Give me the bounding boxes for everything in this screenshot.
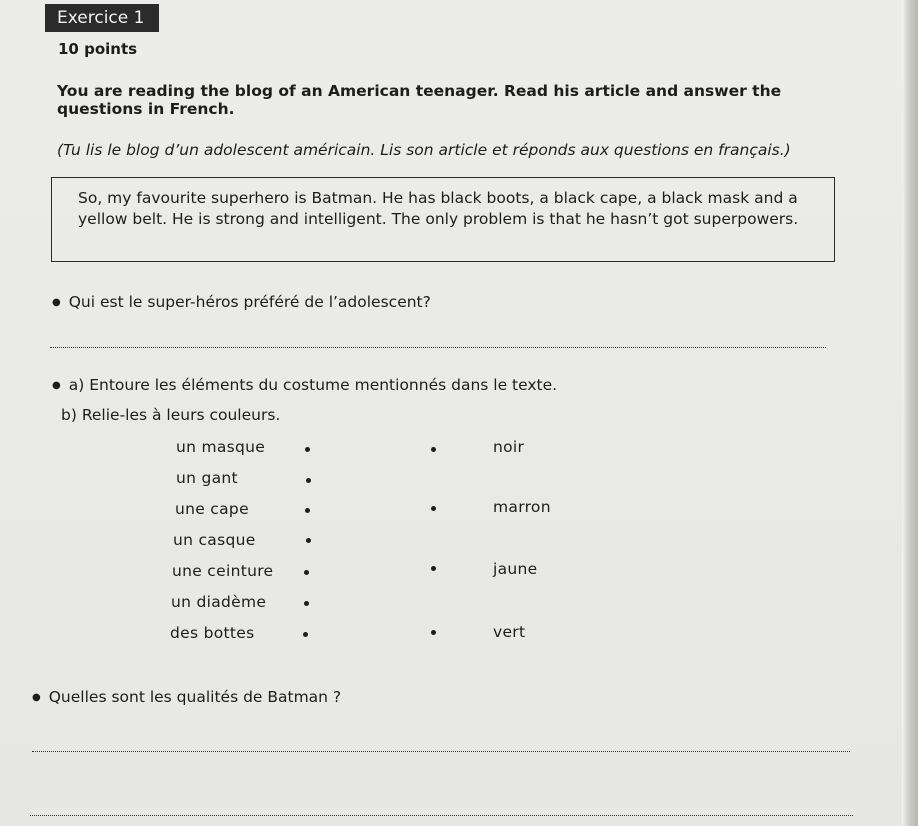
blog-text-box: So, my favourite superhero is Batman. He has black boots, a black cape, a black mask and a yellow belt. He is strong and intelligent. The only problem is that he hasn’t got superpowers.	[51, 177, 835, 262]
question-batman-qualities: ● Quelles sont les qualités de Batman ?	[32, 688, 341, 706]
question-circle-costume: ● a) Entoure les éléments du costume mentionnés dans le texte.	[52, 376, 557, 394]
instruction-english: You are reading the blog of an American teenager. Read his article and answer the questions in French.	[57, 82, 782, 118]
color-option[interactable]: noir	[493, 438, 525, 456]
match-dot[interactable]	[431, 566, 436, 571]
instruction-french: (Tu lis le blog d’un adolescent américain. Lis son article et réponds aux questions en français.)	[57, 141, 791, 159]
match-dot[interactable]	[305, 508, 310, 513]
costume-item[interactable]: une ceinture	[172, 562, 274, 580]
costume-item[interactable]: un masque	[176, 438, 266, 456]
match-dot[interactable]	[431, 506, 436, 511]
costume-item[interactable]: une cape	[175, 500, 249, 518]
costume-item[interactable]: un casque	[173, 531, 256, 549]
answer-line-3[interactable]	[30, 815, 853, 816]
match-dot[interactable]	[305, 447, 310, 452]
match-dot[interactable]	[304, 601, 309, 606]
color-option[interactable]: marron	[493, 498, 551, 516]
costume-item[interactable]: des bottes	[170, 624, 255, 642]
match-dot[interactable]	[303, 632, 308, 637]
answer-line-1[interactable]	[50, 347, 826, 348]
points-label: 10 points	[58, 40, 138, 58]
costume-item[interactable]: un diadème	[171, 593, 267, 611]
page-edge	[902, 0, 918, 826]
match-dot[interactable]	[431, 630, 436, 635]
answer-line-2[interactable]	[32, 751, 850, 752]
exercise-label: Exercice 1	[45, 4, 159, 32]
match-dot[interactable]	[306, 538, 311, 543]
match-dot[interactable]	[306, 478, 311, 483]
match-dot[interactable]	[304, 570, 309, 575]
question-link-colors: b) Relie-les à leurs couleurs.	[61, 406, 281, 424]
costume-item[interactable]: un gant	[176, 469, 238, 487]
color-option[interactable]: vert	[493, 623, 526, 641]
match-dot[interactable]	[431, 447, 436, 452]
color-option[interactable]: jaune	[493, 560, 538, 578]
question-favourite-hero: ● Qui est le super-héros préféré de l’adolescent?	[52, 293, 431, 311]
